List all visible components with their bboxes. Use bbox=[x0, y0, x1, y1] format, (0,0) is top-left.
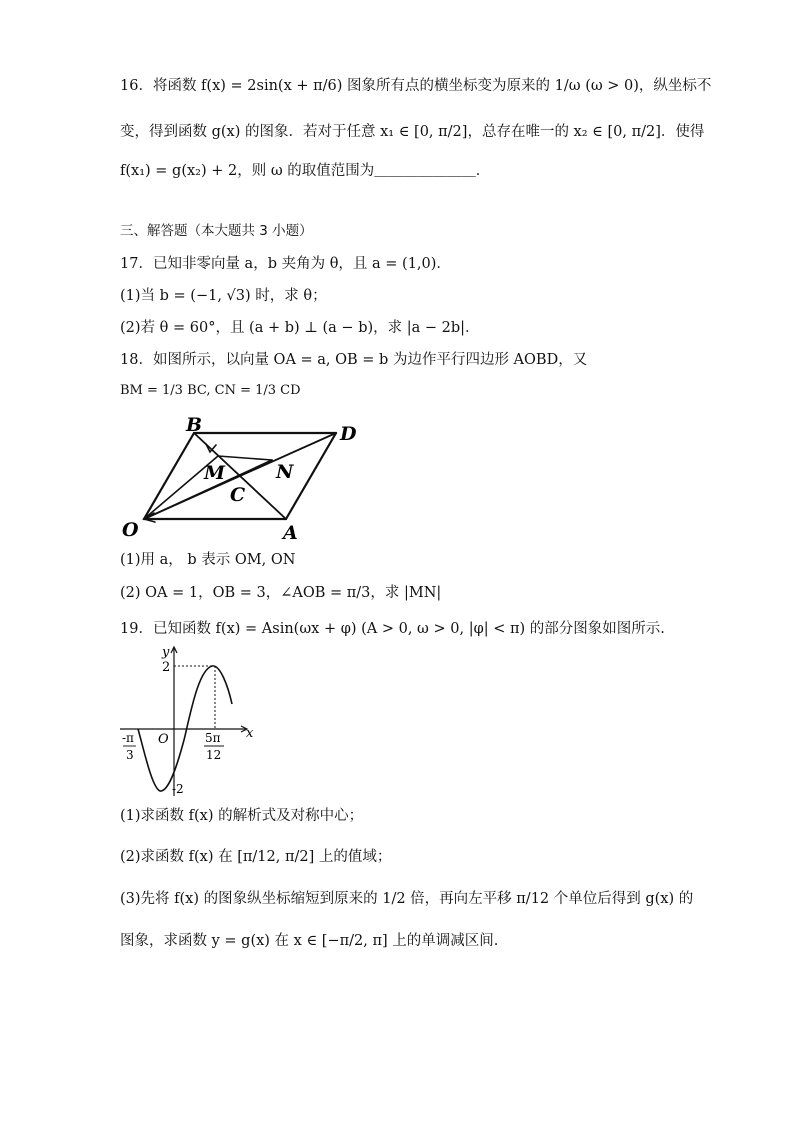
q18-part-2: (2) OA = 1，OB = 3，∠AOB = π/3，求 |MN| bbox=[120, 585, 442, 601]
q17-part-1: (1)当 b = (−1, √3) 时，求 θ； bbox=[120, 288, 327, 304]
q19-part-1: (1)求函数 f(x) 的解析式及对称中心； bbox=[120, 808, 364, 824]
graph-label-five-pi: 5π bbox=[205, 731, 221, 745]
q18-part-1: (1)用 a， b 表示 OM, ON bbox=[120, 552, 296, 568]
section-heading: 三、解答题（本大题共 3 小题） bbox=[120, 223, 313, 239]
q17-part-2: (2)若 θ = 60°，且 (a + b) ⊥ (a − b)，求 |a − 2b|． bbox=[120, 320, 480, 336]
graph-label-three: 3 bbox=[126, 748, 134, 762]
graph-label-y: y bbox=[162, 645, 170, 660]
graph-label-origin: O bbox=[158, 732, 169, 747]
segment-mn bbox=[218, 456, 272, 460]
graph-label-neg-pi: -π bbox=[122, 731, 134, 745]
label-c: C bbox=[230, 484, 246, 506]
q19-part-3b: 图象，求函数 y = g(x) 在 x ∈ [−π/2, π] 上的单调减区间. bbox=[120, 933, 499, 949]
q19-part-2: (2)求函数 f(x) 在 [π/12, π/2] 上的值域； bbox=[120, 849, 392, 865]
label-b: B bbox=[186, 414, 203, 436]
segment-ad bbox=[286, 433, 336, 519]
graph-label-twelve: 12 bbox=[206, 748, 222, 762]
label-a: A bbox=[283, 522, 298, 544]
segment-bo bbox=[144, 433, 194, 519]
graph-label-x: x bbox=[246, 726, 254, 741]
q17-stem: 17．已知非零向量 a，b 夹角为 θ，且 a = (1,0)． bbox=[120, 256, 451, 272]
q16-line-3: f(x₁) = g(x₂) + 2，则 ω 的取值范围为＿＿＿＿＿＿＿． bbox=[120, 163, 491, 179]
label-n: N bbox=[276, 461, 294, 483]
parallelogram-figure bbox=[118, 414, 368, 546]
label-d: D bbox=[340, 423, 357, 445]
q19-stem: 19．已知函数 f(x) = Asin(ωx + φ) (A > 0, ω > 0, |φ| < π) 的部分图象如图所示. bbox=[120, 621, 665, 637]
sine-graph-figure bbox=[118, 640, 268, 800]
q18-stem: 18．如图所示，以向量 OA = a, OB = b 为边作平行四边形 AOBD，又 bbox=[120, 352, 588, 368]
q18-condition: BM = 1/3 BC, CN = 1/3 CD bbox=[120, 383, 301, 398]
q16-line-1: 16．将函数 f(x) = 2sin(x + π/6) 图象所有点的横坐标变为原来的 1/ω (ω > 0)，纵坐标不 bbox=[120, 78, 712, 94]
graph-label-max: 2 bbox=[162, 660, 171, 675]
graph-label-min: -2 bbox=[172, 782, 184, 796]
q16-line-2: 变，得到函数 g(x) 的图象．若对于任意 x₁ ∈ [0, π/2]，总存在唯一的 x₂ ∈ [0, π/2]．使得 bbox=[120, 124, 705, 140]
label-o: O bbox=[122, 519, 139, 541]
q19-part-3a: (3)先将 f(x) 的图象纵坐标缩短到原来的 1/2 倍，再向左平移 π/12 个单位后得到 g(x) 的 bbox=[120, 891, 694, 907]
label-m: M bbox=[204, 462, 226, 484]
